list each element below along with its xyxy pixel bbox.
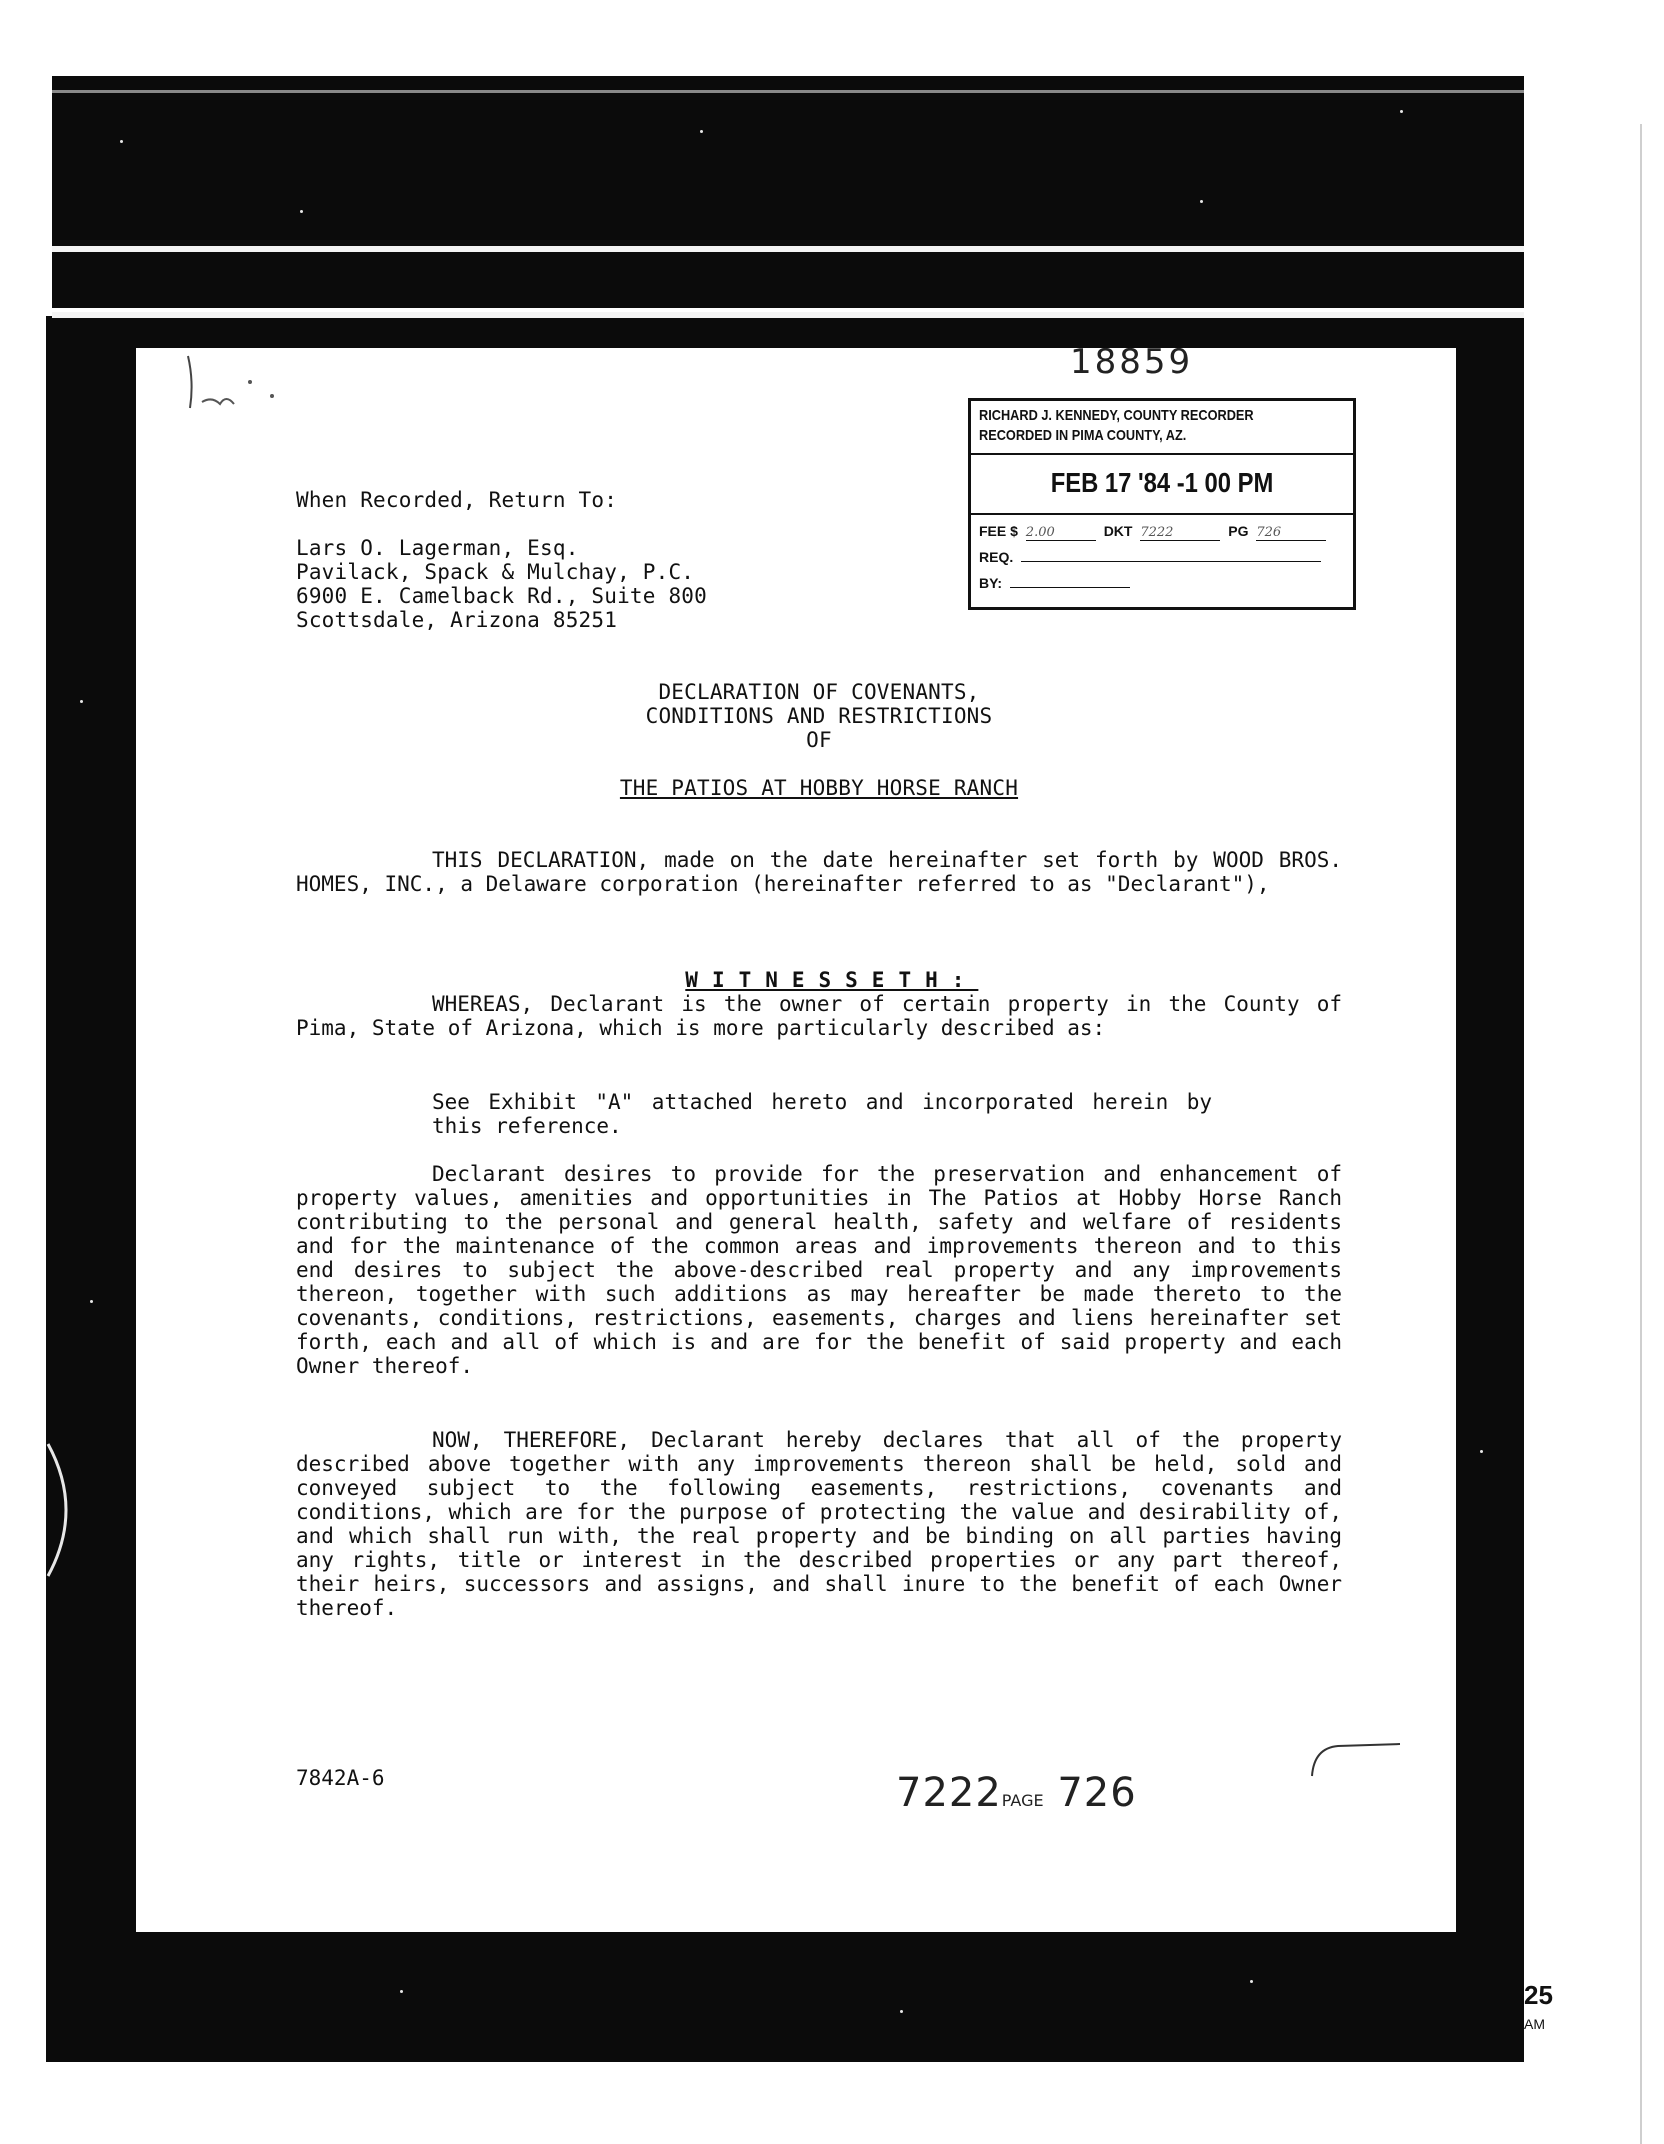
whereas-paragraph: WHEREAS, Declarant is the owner of certain property in the County of Pima, State of Arizona, which is more particularly described as:	[296, 992, 1342, 1040]
book-number: 7222	[896, 1770, 1002, 1816]
recording-document-number: 18859	[1070, 342, 1194, 382]
return-to-line: Lars O. Lagerman, Esq.	[296, 536, 579, 560]
witnesseth-heading-wrap	[296, 944, 1342, 992]
corner-number: 25	[1524, 1980, 1553, 2010]
scan-top-rule	[52, 90, 1524, 93]
scan-speck	[900, 2010, 903, 2013]
pg-label: PG	[1228, 523, 1249, 539]
scan-speck	[120, 140, 123, 143]
recorder-county: RECORDED IN PIMA COUNTY, AZ.	[979, 427, 1187, 444]
therefore-paragraph: NOW, THEREFORE, Declarant hereby declares that all of the property described above together with any improvements thereon shall be held, sold and conveyed subject to the following easements, restrictions, covenants and conditions, which are for the purpose of protecting the value and desirability of, and which shall run with, the real property and be binding on all parties having any rights, title or interest in the described properties or any part thereof, their heirs, successors and assigns, and shall inure to the benefit of each Owner thereof.	[296, 1428, 1342, 1620]
scan-speck	[1480, 1450, 1483, 1453]
scan-speck	[700, 130, 703, 133]
return-to-heading: When Recorded, Return To:	[296, 488, 618, 512]
scan-speck	[1400, 110, 1403, 113]
return-to-line: Pavilack, Spack & Mulchay, P.C.	[296, 560, 695, 584]
dkt-label: DKT	[1103, 523, 1133, 539]
document-title-line-1: DECLARATION OF COVENANTS,	[658, 680, 980, 704]
scan-frame-rule	[52, 312, 1524, 318]
stamp-by-row	[979, 575, 1134, 591]
dkt-value: 7222	[1140, 525, 1220, 541]
scan-speck	[1250, 1980, 1253, 1983]
stamp-fee-row	[979, 523, 1330, 541]
stamp-divider-2	[971, 513, 1353, 515]
req-value	[1021, 561, 1321, 562]
pg-value: 726	[1256, 525, 1326, 541]
return-to-line: 6900 E. Camelback Rd., Suite 800	[296, 584, 707, 608]
page-right-edge	[1640, 124, 1642, 2144]
scan-speck	[300, 210, 303, 213]
document-title-line-3: OF	[806, 728, 832, 752]
scan-speck	[400, 1990, 403, 1993]
fee-label: FEE $	[979, 523, 1018, 539]
fee-value: 2.00	[1026, 525, 1096, 541]
left-margin-arc	[40, 1440, 90, 1580]
corner-ampm: AM	[1524, 2016, 1545, 2032]
form-code: 7842A-6	[296, 1766, 385, 1790]
witnesseth-heading: WITNESSETH:	[685, 968, 979, 992]
book-page-separator: PAGE	[1001, 1791, 1044, 1810]
intro-paragraph: THIS DECLARATION, made on the date hereinafter set forth by WOOD BROS. HOMES, INC., a Delaware corporation (hereinafter referred to as "Declarant"),	[296, 848, 1342, 896]
scan-speck	[80, 700, 83, 703]
document-title-line-2: CONDITIONS AND RESTRICTIONS	[645, 704, 993, 728]
stamp-req-row	[979, 549, 1325, 565]
scan-top-band	[52, 76, 1524, 308]
exhibit-reference: See Exhibit "A" attached hereto and incorporated herein by this reference.	[432, 1090, 1212, 1138]
desires-paragraph: Declarant desires to provide for the preservation and enhancement of property values, amenities and opportunities in The Patios at Hobby Horse Ranch contributing to the personal and general health, safety and welfare of residents and for the maintenance of the common areas and improvements thereon and to this end desires to subject the above-described real property and any improvements thereon, together with such additions as may hereafter be made thereto to the covenants, conditions, restrictions, easements, charges and liens hereinafter set forth, each and all of which is and are for the benefit of said property and each Owner thereof.	[296, 1162, 1342, 1378]
recorder-stamp	[968, 398, 1356, 610]
document-subtitle: THE PATIOS AT HOBBY HORSE RANCH	[619, 776, 1019, 800]
req-label: REQ.	[979, 549, 1014, 565]
stamp-divider	[971, 453, 1353, 455]
by-value	[1010, 587, 1130, 588]
by-label: BY:	[979, 575, 1003, 591]
scan-speck	[1200, 200, 1203, 203]
page-number: 726	[1057, 1770, 1137, 1816]
corner-bracket-mark	[1308, 1740, 1404, 1780]
scan-speck	[90, 1300, 93, 1303]
return-to-line: Scottsdale, Arizona 85251	[296, 608, 618, 632]
book-page-reference	[896, 1770, 1137, 1816]
top-left-handwriting-mark	[180, 352, 290, 472]
recording-date: FEB 17 '84 -1 00 PM	[1050, 467, 1274, 498]
recorder-name: RICHARD J. KENNEDY, COUNTY RECORDER	[979, 407, 1254, 424]
scan-band-divider	[52, 246, 1524, 252]
